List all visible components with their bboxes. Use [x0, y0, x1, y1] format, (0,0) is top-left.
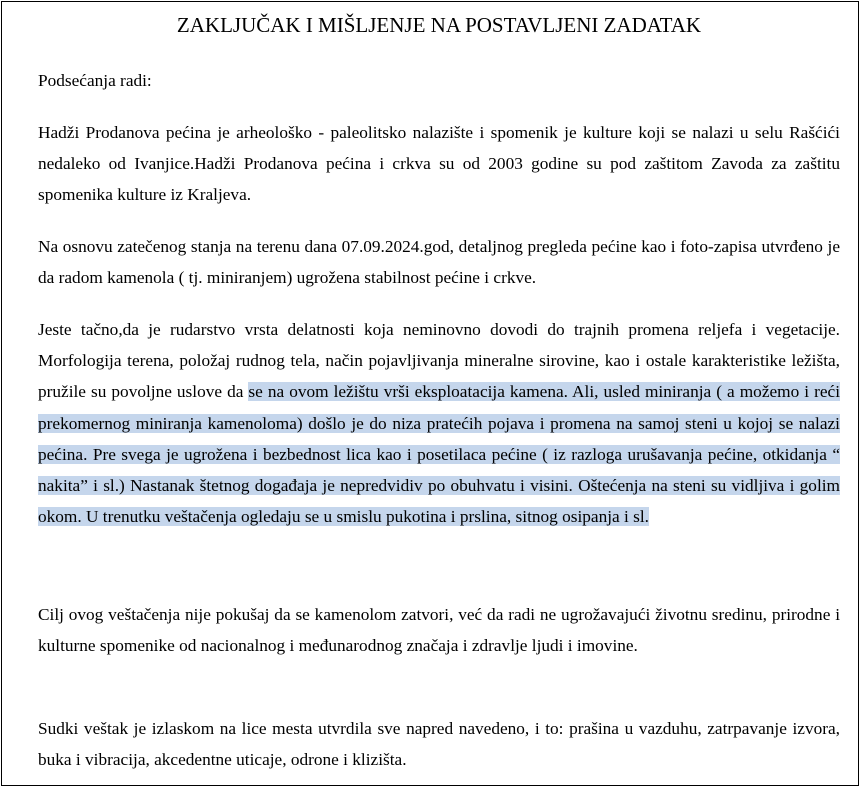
selected-text-highlight[interactable]: se na ovom ležištu vrši eksploatacija kamena. Ali, usled miniranja ( a možemo i reći prekomernog miniranja kamenoloma) došlo je do niza pratećih pojava i promena na samoj steni u kojoj se nalazi pećina. Pre svega je ugrožena i bezbednost lica kao i posetilaca pećine ( iz razloga urušavanja pećine, otkidanja “ nakita” i sl.) Nastanak štetnog događaja je nepredvidiv po obuhvatu i visini. Oštećenja na steni su vidljiva i golim okom. U trenutku veštačenja ogledaju se u smislu pukotina i prslina, sitnog osipanja i sl.	[38, 382, 841, 527]
mining-impact-plain-text: Jeste tačno,da je rudarstvo vrsta delatnosti koja neminovno dovodi do trajnih promena reljefa i vegetacije. Morfologija terena, položaj rudnog tela, način pojavljivanja mineralne sirovine, kao i ostale karakteristike ležišta, pružile su povoljne uslove da	[38, 320, 840, 402]
paragraph-expert-findings: Sudki veštak je izlaskom na lice mesta utvrdila sve napred navedeno, i to: prašina u vazduhu, zatrpavanje izvora, buka i vibracija, akcedentne uticaje, odrone i klizišta.	[38, 719, 840, 770]
document-title: ZAKLJUČAK I MIŠLJENJE NA POSTAVLJENI ZADATAK	[176, 13, 702, 37]
paragraph-mining-impact	[38, 314, 840, 532]
paragraph-site-inspection: Na osnovu zatečenog stanja na terenu dana 07.09.2024.god, detaljnog pregleda pećine kao i foto-zapisa utvrđeno je da radom kamenola ( tj. miniranjem) ugrožena stabilnost pećine i crkve.	[38, 237, 840, 288]
paragraph-expertise-goal: Cilj ovog veštačenja nije pokušaj da se kamenolom zatvori, već da radi ne ugrožavajući životnu sredinu, prirodne i kulturne spomenike od nacionalnog i međunarodnog značaja i zdravlje ljudi i imovine.	[38, 605, 840, 656]
document-page	[1, 1, 859, 786]
paragraph-cave-description: Hadži Prodanova pećina je arheološko - paleolitsko nalazište i spomenik je kulture koji se nalazi u selu Rašćići nedaleko od Ivanjice.Hadži Prodanova pećina i crkva su od 2003 godine su pod zaštitom Zavoda za zaštitu spomenika kulture iz Kraljeva.	[38, 123, 840, 205]
intro-paragraph: Podsećanja radi:	[38, 71, 152, 90]
